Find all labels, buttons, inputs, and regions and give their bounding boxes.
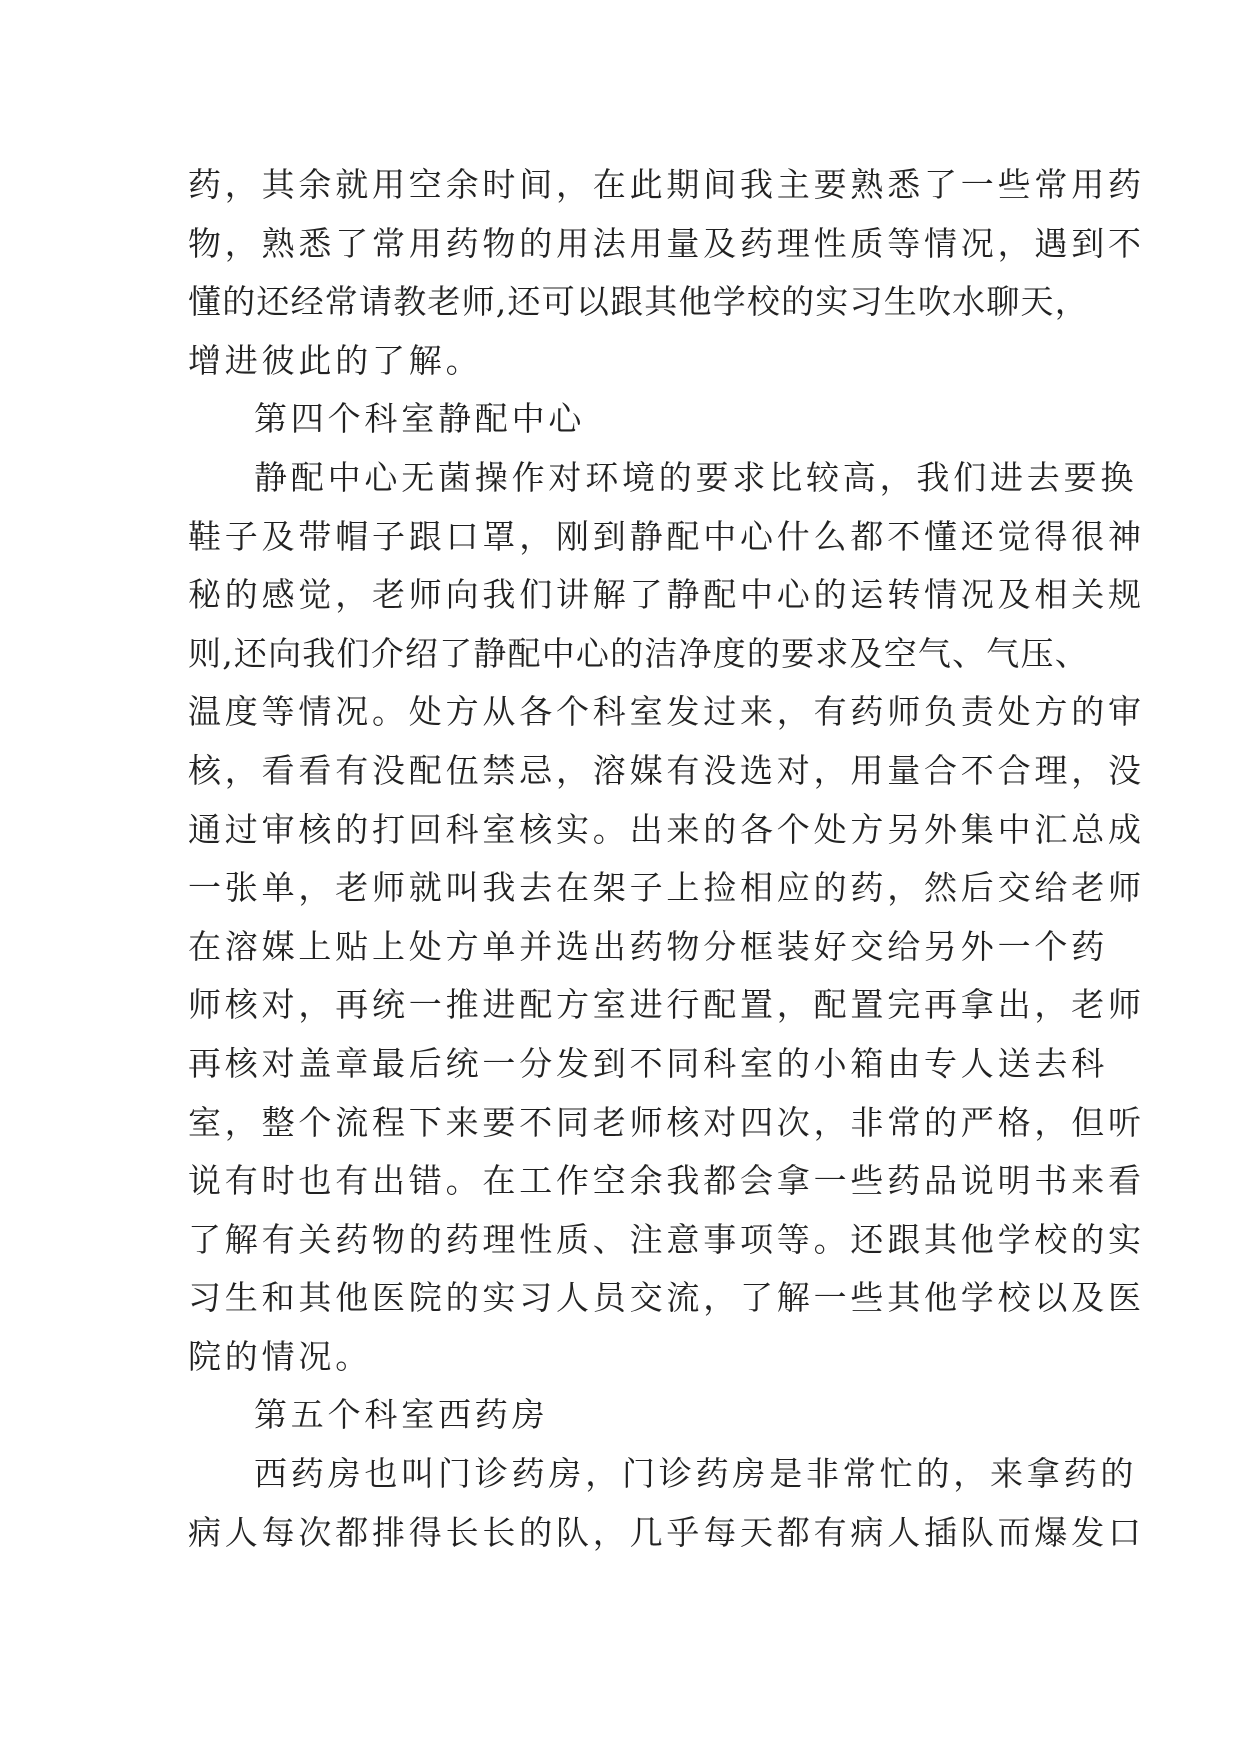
text-line: 院的情况。 <box>188 1336 372 1376</box>
text-line: 再核对盖章最后统一分发到不同科室的小箱由专人送去科 <box>188 1043 1108 1083</box>
text-line: 了解有关药物的药理性质、注意事项等。还跟其他学校的实 <box>188 1219 1145 1259</box>
text-line: 鞋子及带帽子跟口罩，刚到静配中心什么都不懂还觉得很神 <box>188 516 1145 556</box>
text-line: 秘的感觉，老师向我们讲解了静配中心的运转情况及相关规 <box>188 575 1145 615</box>
text-line: 西药房也叫门诊药房，门诊药房是非常忙的，来拿药的 <box>254 1454 1138 1494</box>
body-text <box>188 156 1145 1562</box>
text-line: 静配中心无菌操作对环境的要求比较高，我们进去要换 <box>254 457 1138 497</box>
section-heading: 第四个科室静配中心 <box>254 399 586 439</box>
text-line: 懂的还经常请教老师,还可以跟其他学校的实习生吹水聊天， <box>188 282 1089 322</box>
text-line: 师核对，再统一推进配方室进行配置，配置完再拿出，老师 <box>188 985 1145 1025</box>
text-line: 习生和其他医院的实习人员交流，了解一些其他学校以及医 <box>188 1278 1145 1318</box>
text-line: 药，其余就用空余时间，在此期间我主要熟悉了一些常用药 <box>188 165 1145 204</box>
text-line: 则,还向我们介绍了静配中心的洁净度的要求及空气、气压、 <box>188 633 1089 673</box>
text-line: 增进彼此的了解。 <box>188 340 483 380</box>
section-heading: 第五个科室西药房 <box>254 1395 549 1435</box>
text-line: 室，整个流程下来要不同老师核对四次，非常的严格，但听 <box>188 1102 1145 1142</box>
text-line: 在溶媒上贴上处方单并选出药物分框装好交给另外一个药 <box>188 926 1108 966</box>
text-line: 病人每次都排得长长的队，几乎每天都有病人插队而爆发口 <box>188 1512 1145 1552</box>
text-line: 核，看看有没配伍禁忌，溶媒有没选对，用量合不合理，没 <box>188 750 1145 790</box>
text-line: 温度等情况。处方从各个科室发过来，有药师负责处方的审 <box>188 692 1145 732</box>
text-line: 说有时也有出错。在工作空余我都会拿一些药品说明书来看 <box>188 1161 1145 1201</box>
text-line: 一张单，老师就叫我去在架子上捡相应的药，然后交给老师 <box>188 868 1145 908</box>
text-line: 通过审核的打回科室核实。出来的各个处方另外集中汇总成 <box>188 809 1145 849</box>
text-line: 物，熟悉了常用药物的用法用量及药理性质等情况，遇到不 <box>188 223 1145 263</box>
